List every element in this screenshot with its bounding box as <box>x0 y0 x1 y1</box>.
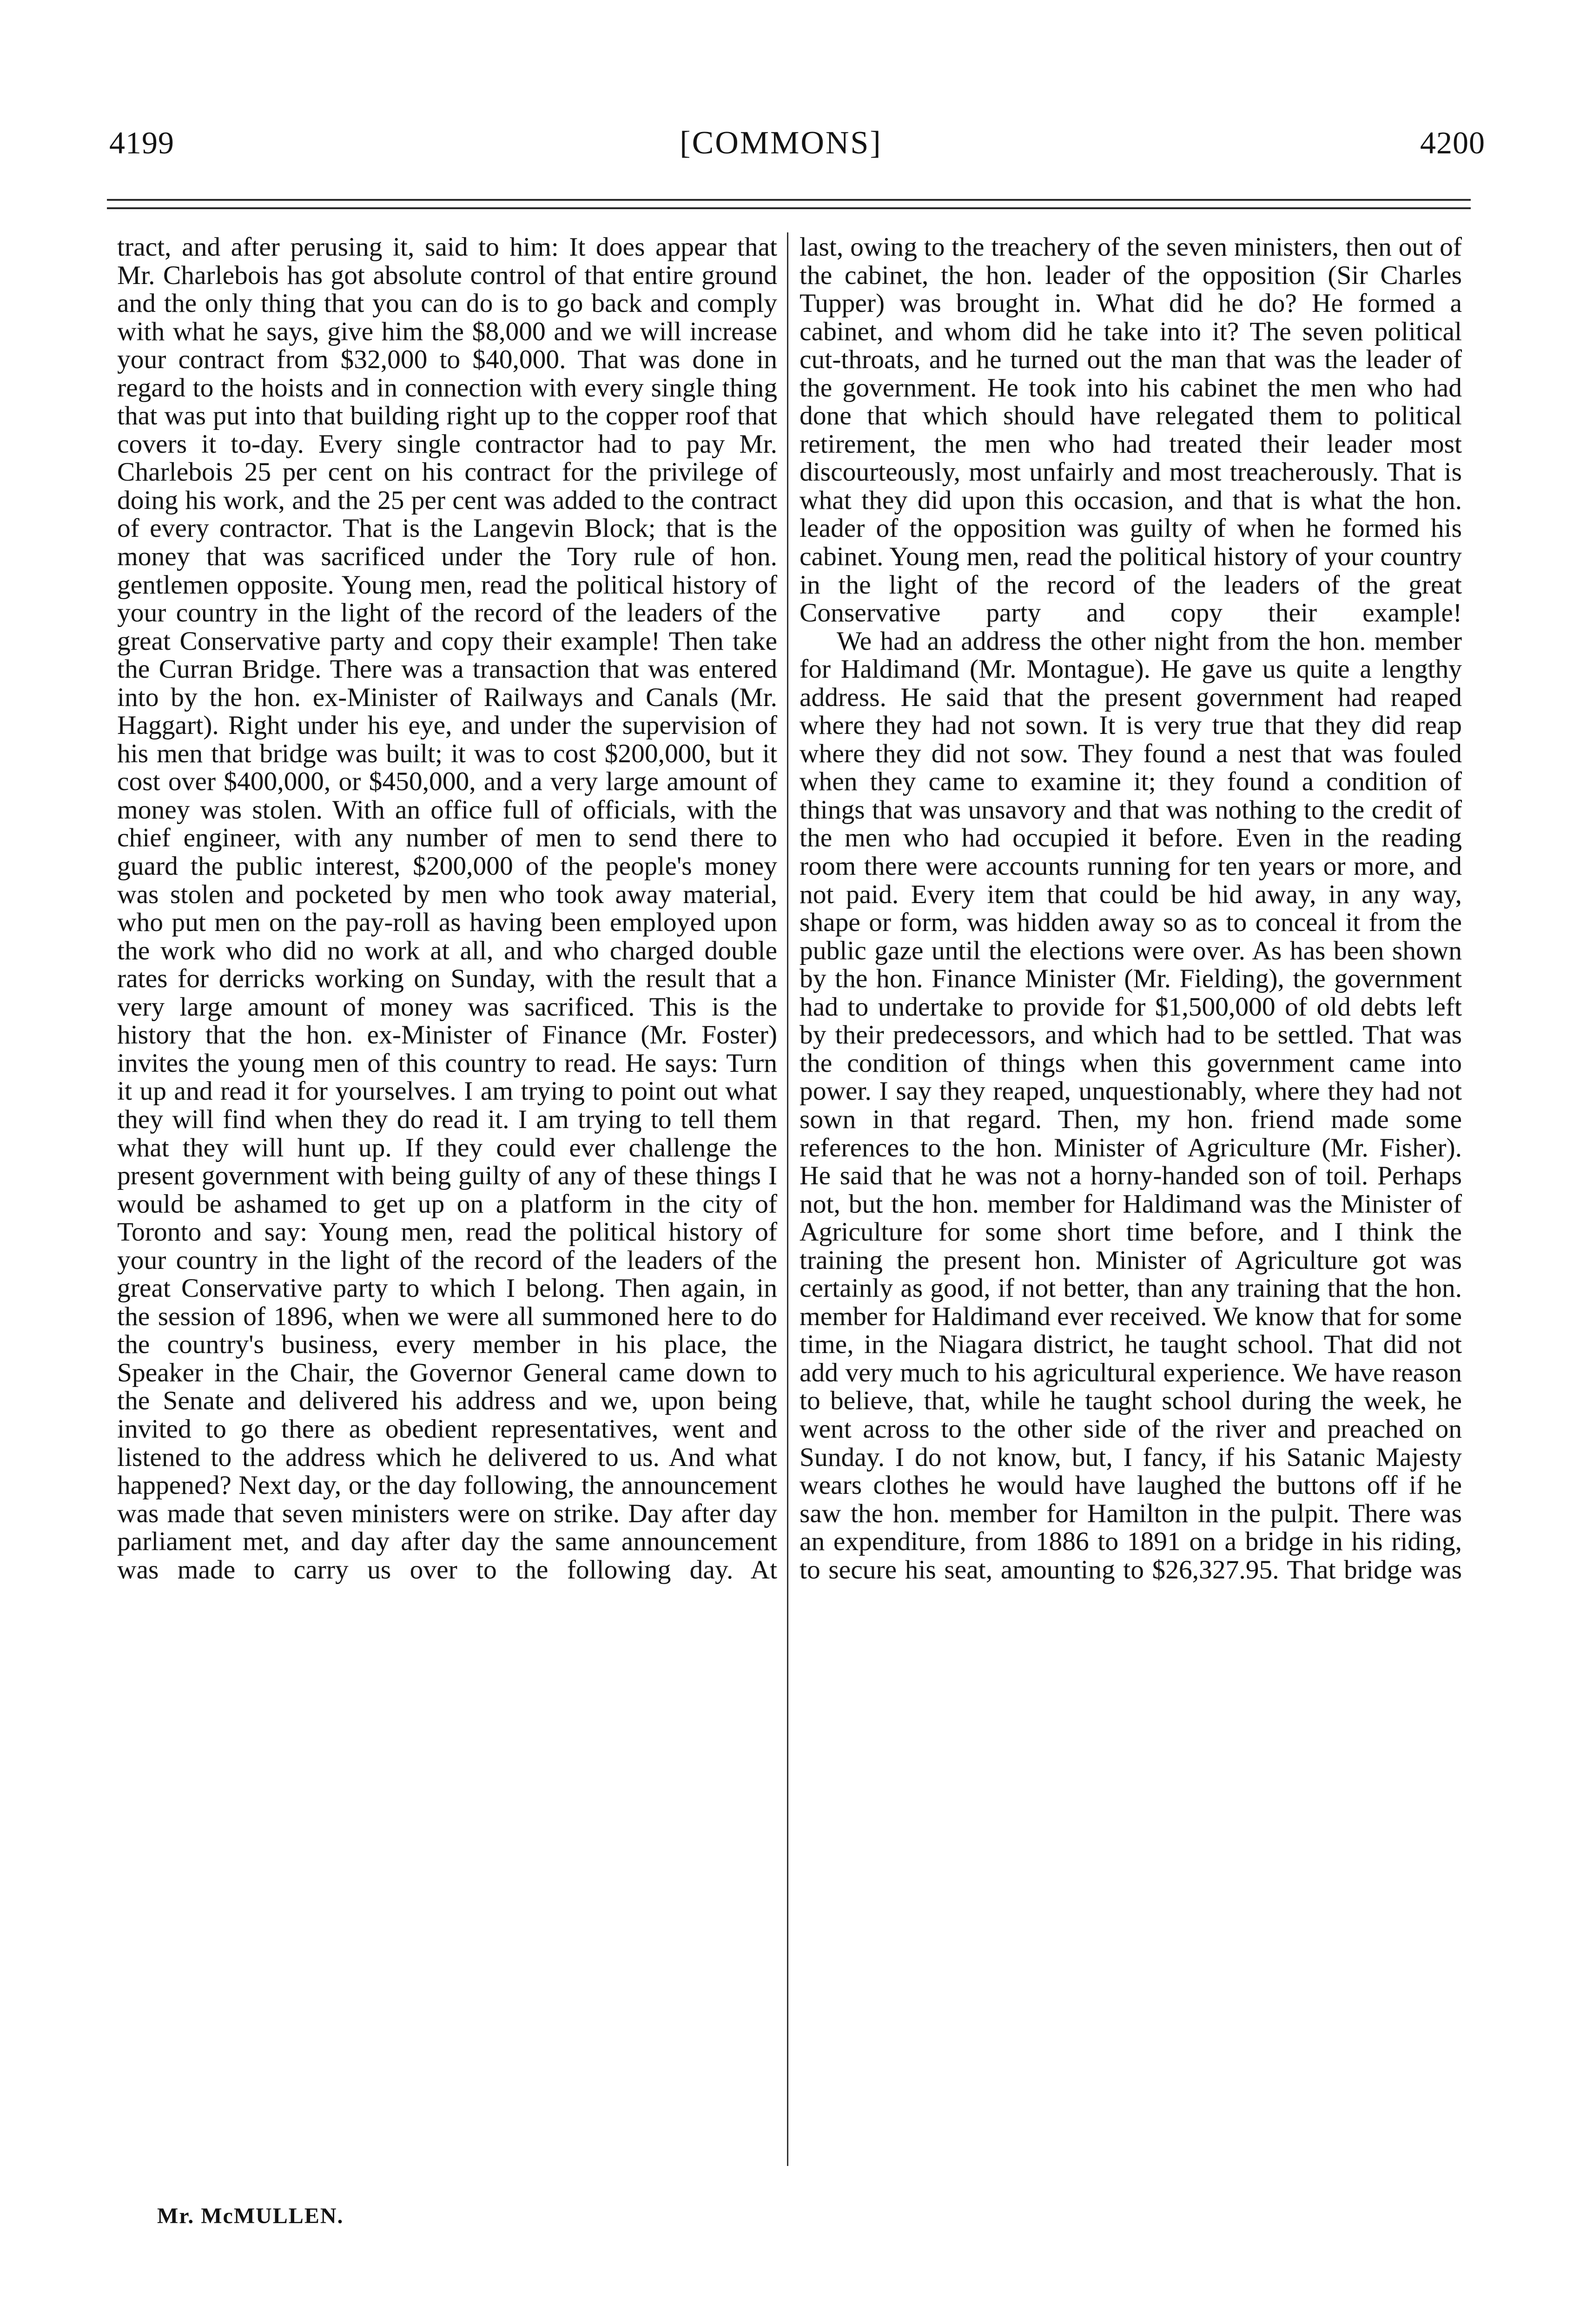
header-rule-bottom <box>107 207 1471 209</box>
speaker-footer: Mr. McMULLEN. <box>157 2204 344 2228</box>
left-column <box>117 233 777 1584</box>
header-rule-top <box>107 199 1471 201</box>
page-header <box>0 0 1573 186</box>
right-paragraph-1: last, owing to the treachery of the seven ministers, then out of the cabinet, the hon. leader of the opposition (Sir Charles Tupper) was brought in. What did he do? He formed a cabinet, and whom did he take into it? The seven political cut-throats, and he turned out the man that was the leader of the government. He took into his cabinet the men who had done that which should have relegated them to political retirement, the men who had treated their leader most discourteously, most unfairly and most treacherously. That is what they did upon this occasion, and that is what the hon. leader of the opposition was guilty of when he formed his cabinet. Young men, read the political history of your country in the light of the record of the leaders of the great Conservative party and copy their example! <box>800 232 1462 628</box>
page-number-left: 4199 <box>109 125 174 160</box>
right-column <box>800 233 1462 1584</box>
right-paragraph-2: We had an address the other night from the hon. member for Haldimand (Mr. Montague). He gave us quite a lengthy address. He said that the present government had reaped where they had not sown. It is very true that they did reap where they did not sow. They found a nest that was fouled when they came to examine it; they found a condition of things that was unsavory and that was nothing to the credit of the men who had occupied it before. Even in the reading room there were accounts running for ten years or more, and not paid. Every item that could be hid away, in any way, shape or form, was hidden away so as to conceal it from the public gaze until the elections were over. As has been shown by the hon. Finance Minister (Mr. Fielding), the government had to undertake to provide for $1,500,000 of old debts left by their predecessors, and which had to be settled. That was the condition of things when this government came into power. I say they reaped, unquestionably, where they had not sown in that regard. Then, my hon. friend made some references to the hon. Minister of Agriculture (Mr. Fisher). He said that he was not a horny-handed son of toil. Perhaps not, but the hon. member for Haldimand was the Minister of Agriculture for some short time before, and I think the training the present hon. Minister of Agriculture got was certainly as good, if not better, than any training that the hon. member for Haldimand ever received. We know that for some time, in the Niagara district, he taught school. That did not add very much to his agricultural experience. We have reason to believe, that, while he taught school during the week, he went across to the other side of the river and preached on Sunday. I do not know, but, I fancy, if his Satanic Majesty wears clothes he would have laughed the buttons off if he saw the hon. member for Hamilton in the pulpit. There was an expenditure, from 1886 to 1891 on a bridge in his riding, to secure his seat, amounting to $26,327.95. That bridge was <box>800 626 1462 1585</box>
column-divider <box>787 232 788 2166</box>
page-number-right: 4200 <box>1420 125 1485 160</box>
running-head: [COMMONS] <box>680 125 882 161</box>
left-paragraph-1: tract, and after perusing it, said to him: It does appear that Mr. Charlebois has got absolute control of that entire ground and the only thing that you can do is to go back and comply with what he says, give him the $8,000 and we will increase your contract from $32,000 to $40,000. That was done in regard to the hoists and in connection with every single thing that was put into that building right up to the copper roof that covers it to-day. Every single contractor had to pay Mr. Charlebois 25 per cent on his contract for the privilege of doing his work, and the 25 per cent was added to the contract of every contractor. That is the Langevin Block; that is the money that was sacrificed under the Tory rule of hon. gentlemen opposite. Young men, read the political history of your country in the light of the record of the leaders of the great Conservative party and copy their example! Then take the Curran Bridge. There was a transaction that was entered into by the hon. ex-Minister of Railways and Canals (Mr. Haggart). Right under his eye, and under the supervision of his men that bridge was built; it was to cost $200,000, but it cost over $400,000, or $450,000, and a very large amount of money was stolen. With an office full of officials, with the chief engineer, with any number of men to send there to guard the public interest, $200,000 of the people's money was stolen and pocketed by men who took away material, who put men on the pay-roll as having been employed upon the work who did no work at all, and who charged double rates for derricks working on Sunday, with the result that a very large amount of money was sacrificed. This is the history that the hon. ex-Minister of Finance (Mr. Foster) invites the young men of this country to read. He says: Turn it up and read it for yourselves. I am trying to point out what they will find when they do read it. I am trying to tell them what they will hunt up. If they could ever challenge the present government with being guilty of any of these things I would be ashamed to get up on a platform in the city of Toronto and say: Young men, read the political history of your country in the light of the record of the leaders of the great Conservative party to which I belong. Then again, in the session of 1896, when we were all summoned here to do the country's business, every member in his place, the Speaker in the Chair, the Governor General came down to the Senate and delivered his address and we, upon being invited to go there as obedient representatives, went and listened to the address which he delivered to us. And what happened? Next day, or the day following, the announcement was made that seven ministers were on strike. Day after day parliament met, and day after day the same announcement was made to carry us over to the following day. At <box>117 232 777 1585</box>
